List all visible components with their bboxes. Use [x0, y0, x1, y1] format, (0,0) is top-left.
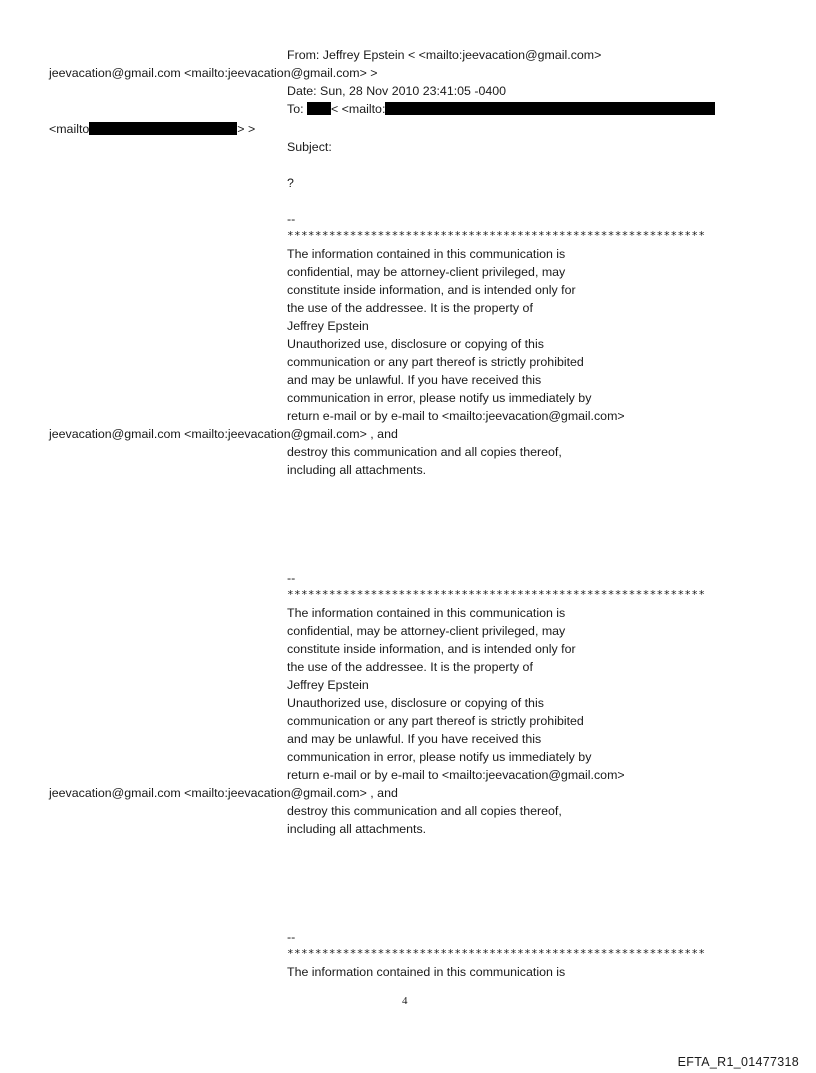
disclaimer-line: Unauthorized use, disclosure or copying of this: [287, 696, 544, 710]
disclaimer-line: constitute inside information, and is intended only for: [287, 642, 576, 656]
separator: --: [287, 212, 296, 226]
disclaimer-line: destroy this communication and all copies thereof,: [287, 445, 562, 459]
disclaimer-line: The information contained in this communication is: [287, 965, 566, 979]
to-cont-suffix: > >: [237, 122, 256, 136]
bates-number: EFTA_R1_01477318: [677, 1055, 799, 1069]
page-number: 4: [402, 995, 408, 1007]
redaction-box: [307, 102, 331, 115]
to-continuation: [49, 122, 255, 137]
disclaimer-line: communication or any part thereof is strictly prohibited: [287, 714, 584, 728]
to-line: [287, 102, 715, 117]
disclaimer-line: The information contained in this communication is: [287, 606, 566, 620]
disclaimer-line: Unauthorized use, disclosure or copying of this: [287, 337, 544, 351]
to-mailto-prefix: < <mailto:: [330, 102, 386, 116]
disclaimer-line: communication in error, please notify us immediately by: [287, 391, 592, 405]
to-prefix: To:: [287, 102, 304, 116]
stars-divider: ************************************************************: [287, 229, 706, 242]
disclaimer-line: communication in error, please notify us immediately by: [287, 750, 592, 764]
disclaimer-line: and may be unlawful. If you have received this: [287, 732, 542, 746]
from-continuation: jeevacation@gmail.com <mailto:jeevacation@gmail.com> >: [49, 66, 378, 80]
disclaimer-wrap: jeevacation@gmail.com <mailto:jeevacation@gmail.com> , and: [49, 786, 398, 800]
message-body: ?: [287, 176, 294, 190]
disclaimer-line: confidential, may be attorney-client privileged, may: [287, 265, 566, 279]
redaction-box: [385, 102, 715, 115]
disclaimer-line: communication or any part thereof is strictly prohibited: [287, 355, 584, 369]
disclaimer-line: return e-mail or by e-mail to <mailto:jeevacation@gmail.com>: [287, 409, 625, 423]
disclaimer-line: Jeffrey Epstein: [287, 678, 369, 692]
redaction-box: [89, 122, 237, 135]
disclaimer-line: The information contained in this communication is: [287, 247, 566, 261]
disclaimer-line: the use of the addressee. It is the property of: [287, 660, 533, 674]
disclaimer-line: destroy this communication and all copies thereof,: [287, 804, 562, 818]
disclaimer-line: and may be unlawful. If you have received this: [287, 373, 542, 387]
stars-divider: ************************************************************: [287, 947, 706, 960]
disclaimer-line: return e-mail or by e-mail to <mailto:jeevacation@gmail.com>: [287, 768, 625, 782]
disclaimer-line: including all attachments.: [287, 463, 427, 477]
separator: --: [287, 571, 296, 585]
stars-divider: ************************************************************: [287, 588, 706, 601]
disclaimer-line: confidential, may be attorney-client privileged, may: [287, 624, 566, 638]
disclaimer-line: constitute inside information, and is intended only for: [287, 283, 576, 297]
disclaimer-line: Jeffrey Epstein: [287, 319, 369, 333]
disclaimer-wrap: jeevacation@gmail.com <mailto:jeevacation@gmail.com> , and: [49, 427, 398, 441]
from-line: From: Jeffrey Epstein < <mailto:jeevacation@gmail.com>: [287, 48, 602, 62]
subject-line: Subject:: [287, 140, 332, 154]
disclaimer-line: including all attachments.: [287, 822, 427, 836]
to-cont-prefix: <mailto: [49, 122, 90, 136]
date-line: Date: Sun, 28 Nov 2010 23:41:05 -0400: [287, 84, 507, 98]
separator: --: [287, 930, 296, 944]
disclaimer-line: the use of the addressee. It is the property of: [287, 301, 533, 315]
